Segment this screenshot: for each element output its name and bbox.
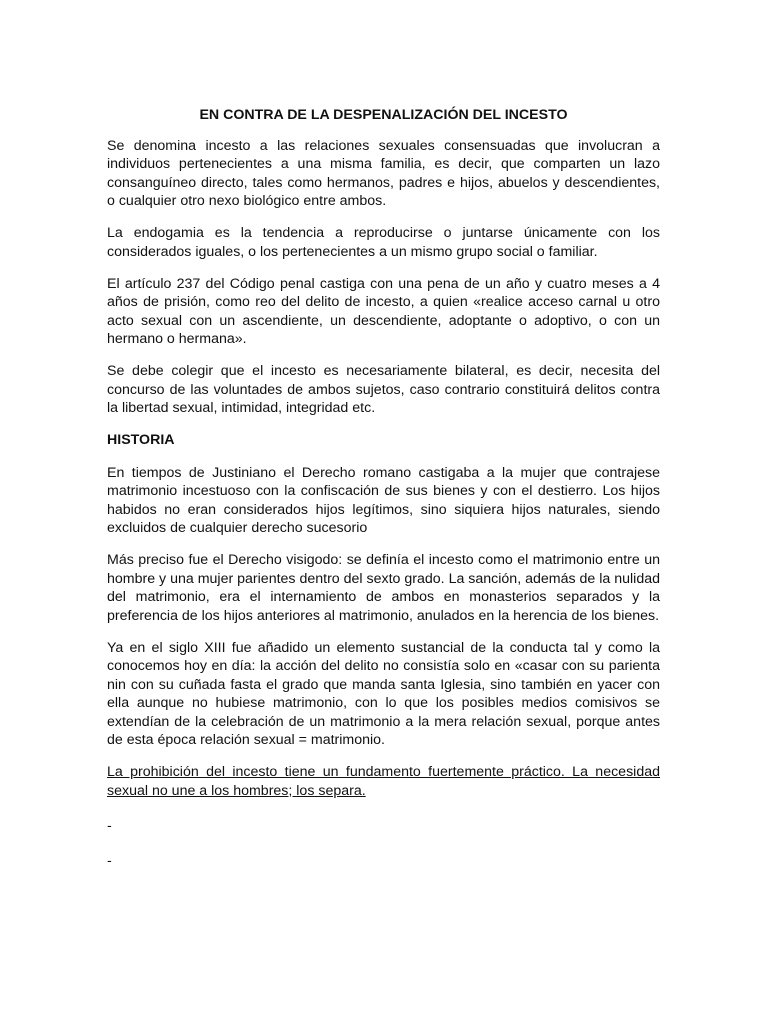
paragraph-justinian: En tiempos de Justiniano el Derecho romano castigaba a la mujer que contrajese matrimonio incestuoso con la confiscación de sus bienes y con el destierro. Los hijos habidos no eran considerados hijos legítimos, sino siquiera hijos naturales, siendo excluidos de cualquier derecho sucesorio: [107, 464, 660, 536]
dash-item: -: [107, 818, 112, 834]
underlined-statement: La prohibición del incesto tiene un fundamento fuertemente práctico. La necesidad sexual no une a los hombres; los separa.: [107, 764, 660, 799]
document-title: EN CONTRA DE LA DESPENALIZACIÓN DEL INCESTO: [199, 107, 568, 123]
paragraph-definition: Se denomina incesto a las relaciones sexuales consensuadas que involucran a individuos pertenecientes a una misma familia, es decir, que comparten un lazo consanguíneo directo, tales como hermanos, padres e hijos, abuelos y descendientes, o cualquier otro nexo biológico entre ambos.: [107, 137, 660, 209]
section-heading-historia: HISTORIA: [107, 432, 175, 448]
paragraph-endogamy: La endogamia es la tendencia a reproducirse o juntarse únicamente con los considerados iguales, o los pertenecientes a un mismo grupo social o familiar.: [107, 225, 660, 260]
paragraph-penal-code: El artículo 237 del Código penal castiga con una pena de un año y cuatro meses a 4 años de prisión, como reo del delito de incesto, a quien «realice acceso carnal u otro acto sexual con un ascendiente, un descendiente, adoptante o adoptivo, o con un hermano o hermana».: [107, 275, 660, 347]
paragraph-visigoth: Más preciso fue el Derecho visigodo: se definía el incesto como el matrimonio entre un hombre y una mujer parientes dentro del sexto grado. La sanción, además de la nulidad del matrimonio, era el internamiento de ambos en monasterios separados y la preferencia de los hijos anteriores al matrimonio, anulados en la herencia de los bienes.: [107, 552, 660, 624]
document-page: [107, 106, 660, 886]
paragraph-bilateral: Se debe colegir que el incesto es necesariamente bilateral, es decir, necesita del concurso de las voluntades de ambos sujetos, caso contrario constituirá delitos contra la libertad sexual, intimidad, integridad etc.: [107, 363, 660, 416]
dash-item: -: [107, 852, 112, 869]
paragraph-13th-century: Ya en el siglo XIII fue añadido un elemento sustancial de la conducta tal y como la conocemos hoy en día: la acción del delito no consistía solo en «casar con su parienta nin con su cuñada fasta el grado que manda santa Iglesia, sino también en yacer con ella aunque no hubiese matrimonio, con lo que los posibles medios comisivos se extendían de la celebración de un matrimonio a la mera relación sexual, porque antes de esta época relación sexual = matrimonio.: [107, 639, 660, 748]
